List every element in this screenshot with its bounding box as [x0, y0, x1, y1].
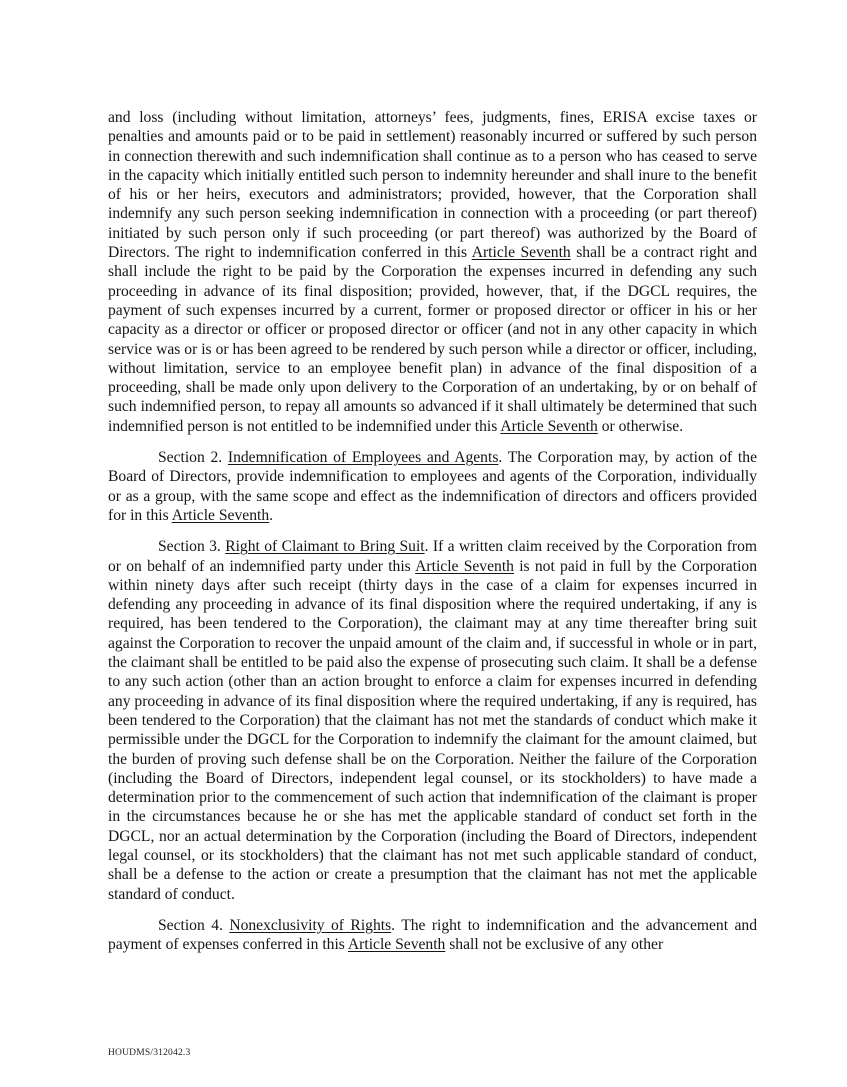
document-footer-id: HOUDMS/312042.3 — [108, 1048, 191, 1058]
underlined-reference: Right of Claimant to Bring Suit — [225, 538, 425, 556]
paragraph-text: or otherwise. — [597, 417, 684, 435]
paragraph-text: Section 4. — [158, 916, 230, 934]
paragraph-text: . The Corporation may, by action of the Board of Directors, provide indemnification to employees and agents of the Corporation, individually or as a group, with the same scope and effect as the indemnification of directors and officers provided for in this — [108, 449, 757, 524]
paragraph-text: shall be a contract right and shall include the right to be paid by the Corporation the expenses incurred in defending any such proceeding in advance of its final disposition; provided, however, that, if the DGCL requires, the payment of such expenses incurred by a current, former or proposed director or officer in his or her capacity as a director or officer or proposed director or officer (and not in any other capacity in which service was or is or has been agreed to be rendered by such person while a director or officer, including, without limitation, service to an employee benefit plan) in advance of the final disposition of a proceeding, shall be made only upon delivery to the Corporation of an undertaking, by or on behalf of such indemnified person, to repay all amounts so advanced if it shall ultimately be determined that such indemnified person is not entitled to be indemnified under this — [108, 244, 757, 435]
paragraph-text: shall not be exclusive of any other — [445, 936, 664, 954]
underlined-reference: Indemnification of Employees and Agents — [227, 449, 499, 467]
paragraph-p4 — [108, 916, 757, 955]
paragraph-text: . — [269, 506, 274, 524]
underlined-reference: Article Seventh — [347, 936, 446, 954]
underlined-reference: Article Seventh — [471, 244, 571, 262]
underlined-reference: Nonexclusivity of Rights — [229, 916, 392, 934]
underlined-reference: Article Seventh — [500, 417, 598, 435]
paragraph-text: Section 3. — [158, 538, 226, 556]
paragraph-text: is not paid in full by the Corporation within ninety days after such receipt (thirty days in the case of a claim for expenses incurred in defending any proceeding in advance of its final disposition where the required undertaking, if any is required, has been tendered to the Corporation), the claimant may at any time thereafter bring suit against the Corporation to recover the unpaid amount of the claim and, if successful in whole or in part, the claimant shall be entitled to be paid also the expense of prosecuting such claim. It shall be a defense to any such action (other than an action brought to enforce a claim for expenses incurred in defending any proceeding in advance of its final disposition where the required undertaking, if any is required, has been tendered to the Corporation) that the claimant has not met the standards of conduct which make it permissible under the DGCL for the Corporation to indemnify the claimant for the amount claimed, but the burden of proving such defense shall be on the Corporation. Neither the failure of the Corporation (including the Board of Directors, independent legal counsel, or its stockholders) to have made a determination prior to the commencement of such action that indemnification of the claimant is proper in the circumstances because he or she has met the applicable standard of conduct set forth in the DGCL, nor an actual determination by the Corporation (including the Board of Directors, independent legal counsel, or its stockholders) that the claimant has not met such applicable standard of conduct, shall be a defense to the action or create a presumption that the claimant has not met the applicable standard of conduct. — [108, 557, 757, 903]
underlined-reference: Article Seventh — [171, 506, 270, 524]
underlined-reference: Article Seventh — [415, 557, 514, 575]
paragraph-text: Section 2. — [158, 449, 228, 467]
paragraph-text: . If a written claim received by the Corporation from or on behalf of an indemnified party under this — [108, 538, 758, 575]
paragraph-text: . The right to indemnification and the advancement and payment of expenses conferred in this — [108, 916, 757, 954]
paragraph-p3 — [108, 537, 757, 904]
paragraph-p1 — [108, 108, 757, 436]
paragraph-text: and loss (including without limitation, attorneys’ fees, judgments, fines, ERISA excise taxes or penalties and amounts paid or to be paid in settlement) reasonably incurred or suffered by such person in connection therewith and such indemnification shall continue as to a person who has ceased to serve in the capacity which initially entitled such person to indemnity hereunder and shall inure to the benefit of his or her heirs, executors and administrators; provided, however, that the Corporation shall indemnify any such person seeking indemnification in connection with a proceeding (or part thereof) initiated by such person only if such proceeding (or part thereof) was authorized by the Board of Directors. The right to indemnification conferred in this — [108, 109, 757, 262]
document-body — [108, 108, 757, 966]
paragraph-p2 — [108, 448, 757, 525]
